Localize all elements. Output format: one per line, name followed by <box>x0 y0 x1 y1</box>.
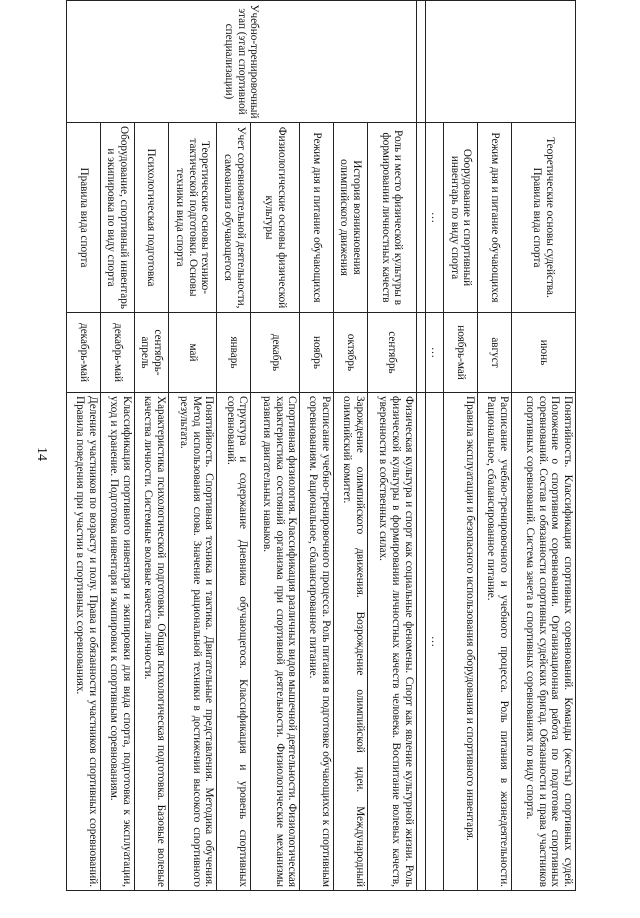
table-row <box>134 1 168 891</box>
table-row <box>333 1 367 891</box>
topic-cell: Учет соревновательной деятельности, самоанализ обучающегося <box>217 123 251 313</box>
month-cell: сентябрь <box>367 313 416 393</box>
month-cell: июнь <box>511 313 575 393</box>
topic-cell: Правила вида спорта <box>67 123 101 313</box>
content-cell: Понятийность. Спортивная техника и тактика. Двигательные представления. Методика обучения. Метод использования слова. Значение рациональной техники в достижении высокого спортивного результата. <box>168 393 217 891</box>
topic-cell: Оборудование, спортивный инвентарь и экипировка по виду спорта <box>100 123 134 313</box>
content-cell: Классификация спортивного инвентаря и экипировки для вида спорта, подготовка к эксплуатации, уход и хранение. Подготовка инвентаря и экипировки к спортивным соревнованиям. <box>100 393 134 891</box>
topic-cell: Теоретические основы судейства. Правила вида спорта <box>511 123 575 313</box>
month-cell: сентябрь-апрель <box>134 313 168 393</box>
month-cell: декабрь-май <box>100 313 134 393</box>
table-row <box>367 1 416 891</box>
content-cell: Понятийность. Классификация спортивных соревнований. Команды (жесты) спортивных судей. Положение о спортивном соревновании. Организационная работа по подготовке спортивных соревнований. Состав и обязанности спортивных судейских бригад. Обязанности и права участников спортивных соревнований. Система зачета в спортивных соревнованиях по виду спорта. <box>511 393 575 891</box>
month-cell: … <box>425 313 444 393</box>
table-row <box>478 1 512 891</box>
topic-cell: Режим дня и питание обучающихся <box>478 123 512 313</box>
stage-cell: Учебно-тренировочный этап (этап спортивной специализации) <box>67 1 417 123</box>
month-cell: декабрь-май <box>67 313 101 393</box>
rotated-table-container <box>66 0 576 890</box>
table-row <box>251 1 300 891</box>
content-cell: Расписание учебно-тренировочного и учебного процесса. Роль питания в жизнедеятельности. Рациональное, сбалансированное питание. <box>478 393 512 891</box>
month-cell: май <box>168 313 217 393</box>
month-cell: декабрь <box>251 313 300 393</box>
content-cell: Зарождение олимпийского движения. Возрождение олимпийской идеи. Международный олимпийский комитет. <box>333 393 367 891</box>
month-cell: январь <box>217 313 251 393</box>
table-row <box>67 1 101 891</box>
table-row <box>444 1 478 891</box>
month-cell: ноябрь-май <box>444 313 478 393</box>
table-row <box>100 1 134 891</box>
table-row <box>300 1 334 891</box>
table-row-ellipsis <box>425 1 444 891</box>
content-cell: Характеристика психологической подготовки. Общая психологическая подготовка. Базовые волевые качества личности. Системные волевые качества личности. <box>134 393 168 891</box>
table-separator-row <box>416 1 425 891</box>
topic-cell: Физиологические основы физической культуры <box>251 123 300 313</box>
content-cell: Физическая культура и спорт как социальные феномены. Спорт как явление культурной жизни. Роль физической культуры в формировании личностных качеств человека. Воспитание волевых качеств, уверенности в собственных силах. <box>367 393 416 891</box>
content-cell: … <box>425 393 444 891</box>
table-row <box>217 1 251 891</box>
table-row <box>511 1 575 891</box>
topic-cell: Роль и место физической культуры в формировании личностных качеств <box>367 123 416 313</box>
month-cell: ноябрь <box>300 313 334 393</box>
table-row <box>168 1 217 891</box>
stage-cell-empty <box>425 1 575 123</box>
curriculum-table <box>66 0 576 891</box>
content-cell: Правила эксплуатации и безопасного использования оборудования и спортивного инвентаря. <box>444 393 478 891</box>
content-cell: Деление участников по возрасту и полу. Права и обязанности участников спортивных соревнований. Правила поведения при участии в спортивных соревнованиях. <box>67 393 101 891</box>
page-number: 14 <box>34 447 49 461</box>
topic-cell: История возникновения олимпийского движения <box>333 123 367 313</box>
month-cell: август <box>478 313 512 393</box>
topic-cell: Режим дня и питание обучающихся <box>300 123 334 313</box>
content-cell: Спортивная физиология. Классификация различных видов мышечной деятельности. Физиологическая характеристика состояний организма при спортивной деятельности. Физиологические механизмы развития двигательных навыков. <box>251 393 300 891</box>
content-cell: Расписание учебно-тренировочного процесса. Роль питания в подготовке обучающихся к спортивным соревнованиям. Рациональное, сбалансированное питание. <box>300 393 334 891</box>
topic-cell: Оборудование и спортивный инвентарь по виду спорта <box>444 123 478 313</box>
month-cell: октябрь <box>333 313 367 393</box>
topic-cell: Психологическая подготовка <box>134 123 168 313</box>
topic-cell: … <box>425 123 444 313</box>
content-cell: Структура и содержание Дневника обучающегося. Классификация и уровень спортивных соревнований. <box>217 393 251 891</box>
topic-cell: Теоретические основы технико-тактической подготовки. Основы техники вида спорта <box>168 123 217 313</box>
